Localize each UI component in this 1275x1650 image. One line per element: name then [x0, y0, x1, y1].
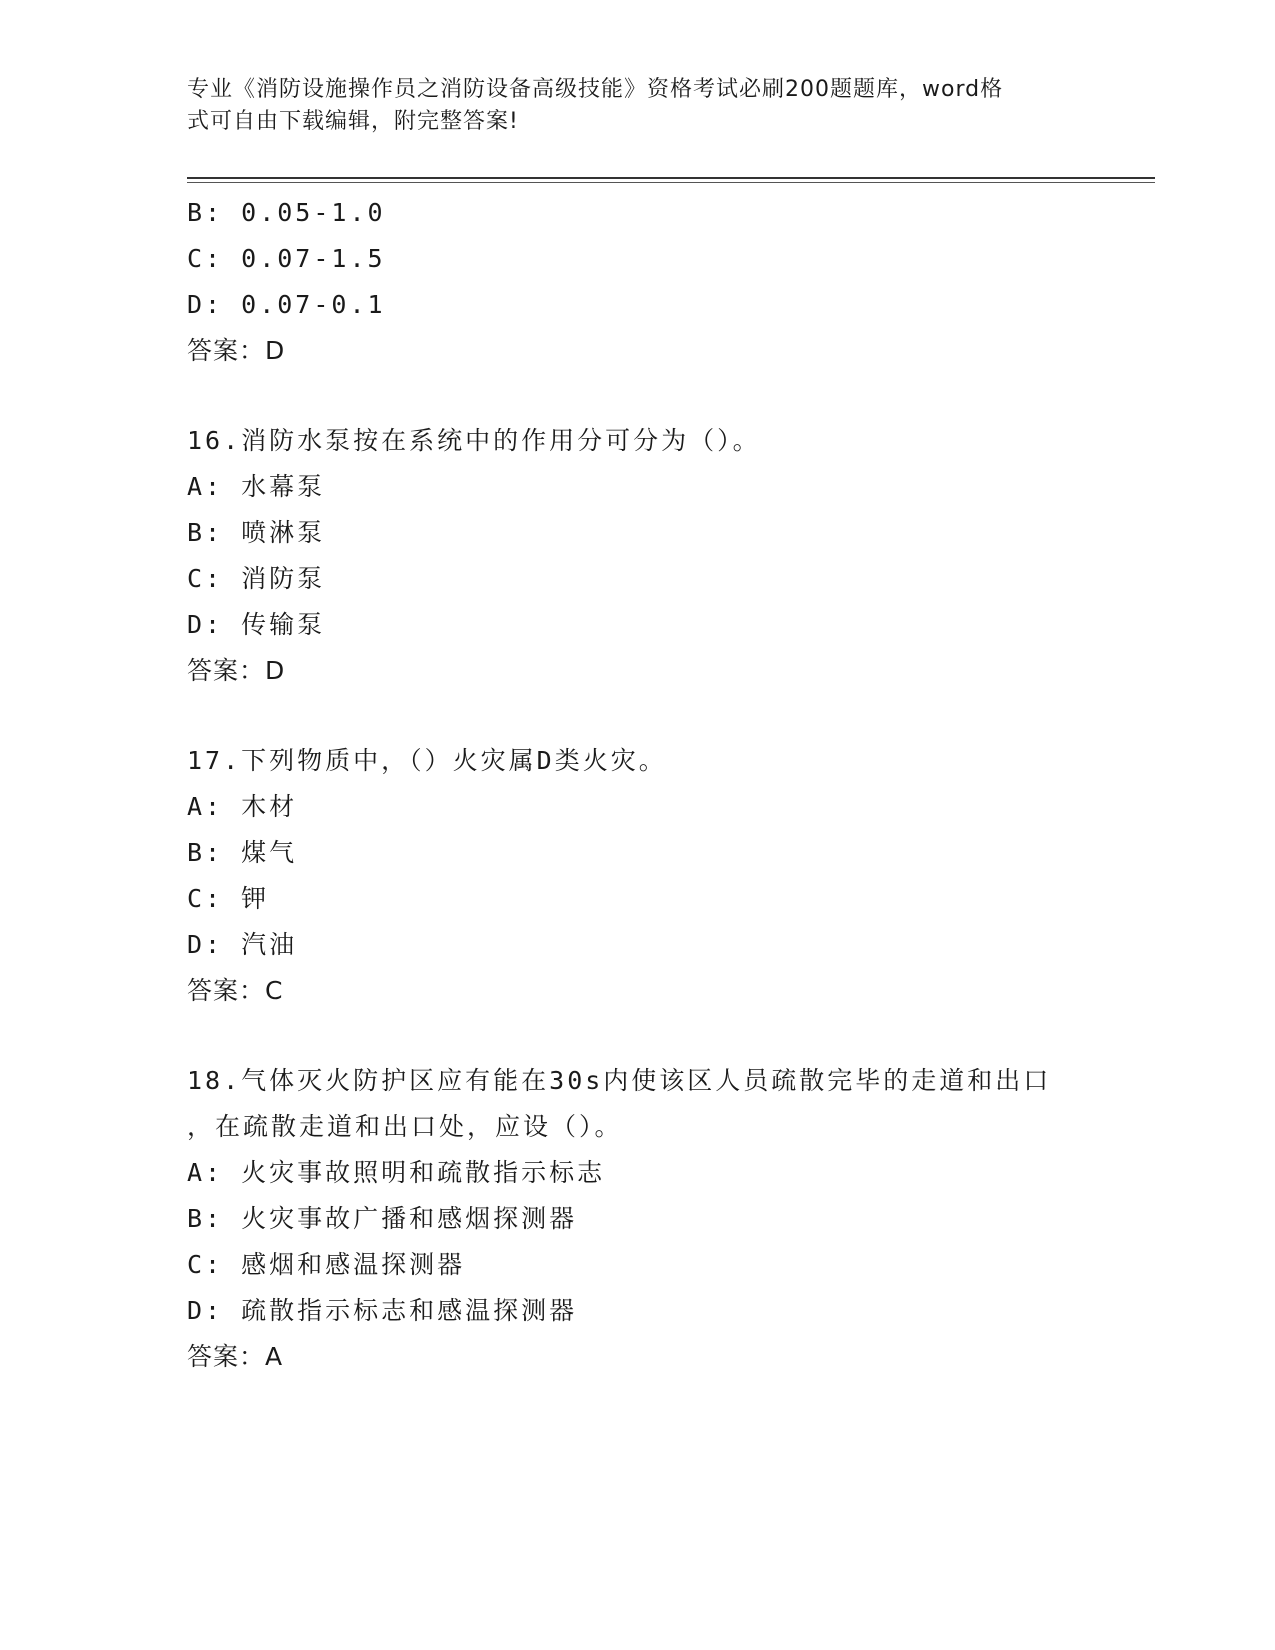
- answer-line: 答案：C: [187, 976, 284, 1005]
- option-c: C: 钾: [187, 884, 270, 913]
- option-b: B: 煤气: [187, 838, 298, 867]
- option-d: D: 0.07-0.1: [187, 290, 386, 319]
- question-17: [187, 738, 1087, 1014]
- spacer: [187, 374, 1087, 418]
- spacer: [187, 1014, 1087, 1058]
- document-header: [187, 74, 1067, 138]
- option-b: B: 火灾事故广播和感烟探测器: [187, 1204, 578, 1233]
- header-divider-thin: [187, 182, 1155, 183]
- option-a: A: 水幕泵: [187, 472, 326, 501]
- header-line-2: 式可自由下载编辑，附完整答案!: [187, 109, 519, 134]
- option-d: D: 传输泵: [187, 610, 326, 639]
- question-stem-continued: ，在疏散走道和出口处，应设（）。: [187, 1112, 623, 1141]
- answer-line: 答案：D: [187, 336, 286, 365]
- answer-line: 答案：A: [187, 1342, 284, 1371]
- question-stem: 17.下列物质中，（）火灾属D类火灾。: [187, 746, 667, 775]
- option-a: A: 木材: [187, 792, 298, 821]
- header-line-1: 专业《消防设施操作员之消防设备高级技能》资格考试必刷200题题库，word格: [187, 77, 1004, 102]
- option-c: C: 0.07-1.5: [187, 244, 386, 273]
- question-stem: 18.气体灭火防护区应有能在30s内使该区人员疏散完毕的走道和出口: [187, 1066, 1052, 1095]
- question-16: [187, 418, 1087, 694]
- answer-line: 答案：D: [187, 656, 286, 685]
- header-divider-thick: [187, 177, 1155, 179]
- question-stem: 16.消防水泵按在系统中的作用分可分为（）。: [187, 426, 761, 455]
- option-c: C: 消防泵: [187, 564, 326, 593]
- option-b: B: 0.05-1.0: [187, 198, 386, 227]
- option-d: D: 汽油: [187, 930, 298, 959]
- option-b: B: 喷淋泵: [187, 518, 326, 547]
- option-c: C: 感烟和感温探测器: [187, 1250, 466, 1279]
- option-a: A: 火灾事故照明和疏散指示标志: [187, 1158, 606, 1187]
- question-15-continuation: [187, 190, 1087, 374]
- question-list: [187, 190, 1087, 1380]
- spacer: [187, 694, 1087, 738]
- question-18: [187, 1058, 1087, 1380]
- option-d: D: 疏散指示标志和感温探测器: [187, 1296, 578, 1325]
